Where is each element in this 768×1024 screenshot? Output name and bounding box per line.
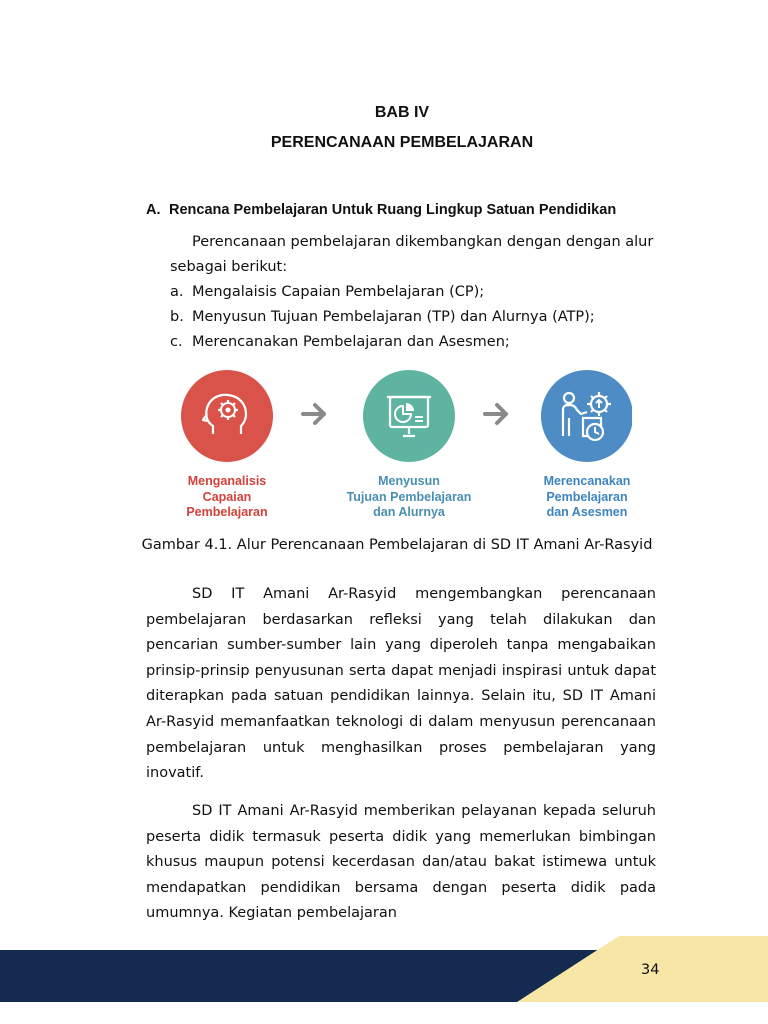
stage-1-label: Menganalisis Capaian Pembelajaran [186, 474, 268, 519]
planning-flow-figure [170, 364, 640, 524]
head-gear-icon [197, 386, 257, 446]
figure-caption: Gambar 4.1. Alur Perencanaan Pembelajaran di SD IT Amani Ar-Rasyid [141, 537, 653, 553]
chapter-number: BAB IV [374, 104, 430, 121]
steps-list [170, 280, 656, 355]
list-item-text: Menyusun Tujuan Pembelajaran (TP) dan Alurnya (ATP); [192, 309, 595, 325]
stage-3-label: Merencanakan Pembelajaran dan Asesmen [543, 474, 631, 519]
list-item [170, 280, 656, 305]
list-marker: c. [170, 334, 183, 350]
list-marker: b. [170, 309, 184, 325]
figure-crop-edge [632, 364, 644, 524]
intro-paragraph: Perencanaan pembelajaran dikembangkan dengan dengan alur sebagai berikut: [170, 234, 654, 275]
arrow-right-icon [482, 400, 512, 428]
section-title: Rencana Pembelajaran Untuk Ruang Lingkup Satuan Pendidikan [169, 202, 617, 218]
list-item [170, 305, 656, 330]
arrow-right-icon [300, 400, 330, 428]
section-letter: A. [146, 202, 161, 218]
list-item [170, 330, 656, 355]
chapter-title: PERENCANAAN PEMBELAJARAN [270, 134, 534, 151]
stage-3-circle [541, 370, 633, 462]
body-paragraph: SD IT Amani Ar-Rasyid memberikan pelayanan kepada seluruh peserta didik termasuk peserta didik yang memerlukan bimbingan khusus maupun potensi kecerdasan dan/atau bakat istimewa untuk mendapatkan pendidikan bersama dengan peserta didik pada umumnya. Kegiatan pembelajaran [146, 803, 656, 922]
stage-2-circle [363, 370, 455, 462]
teacher-gear-icon [555, 384, 619, 448]
body-paragraph: SD IT Amani Ar-Rasyid mengembangkan perencanaan pembelajaran berdasarkan refleksi yang telah dilakukan dan pencarian sumber-sumber lain yang diperoleh tanpa mengabaikan prinsip-prinsip penyusunan serta dapat menjadi inspirasi untuk dapat diterapkan pada satuan pendidikan lainnya. Selain itu, SD IT Amani Ar-Rasyid memanfaatkan teknologi di dalam menyusun perencanaan pembelajaran untuk menghasilkan proses pembelajaran yang inovatif. [146, 586, 656, 782]
stage-2-label: Menyusun Tujuan Pembelajaran dan Alurnya [346, 474, 472, 519]
list-item-text: Mengalaisis Capaian Pembelajaran (CP); [192, 284, 485, 300]
stage-1-circle [181, 370, 273, 462]
list-marker: a. [170, 284, 184, 300]
presentation-chart-icon [379, 386, 439, 446]
intro-block [170, 230, 656, 355]
page-number: 34 [641, 962, 660, 978]
list-item-text: Merencanakan Pembelajaran dan Asesmen; [192, 334, 510, 350]
section-heading [146, 202, 616, 218]
